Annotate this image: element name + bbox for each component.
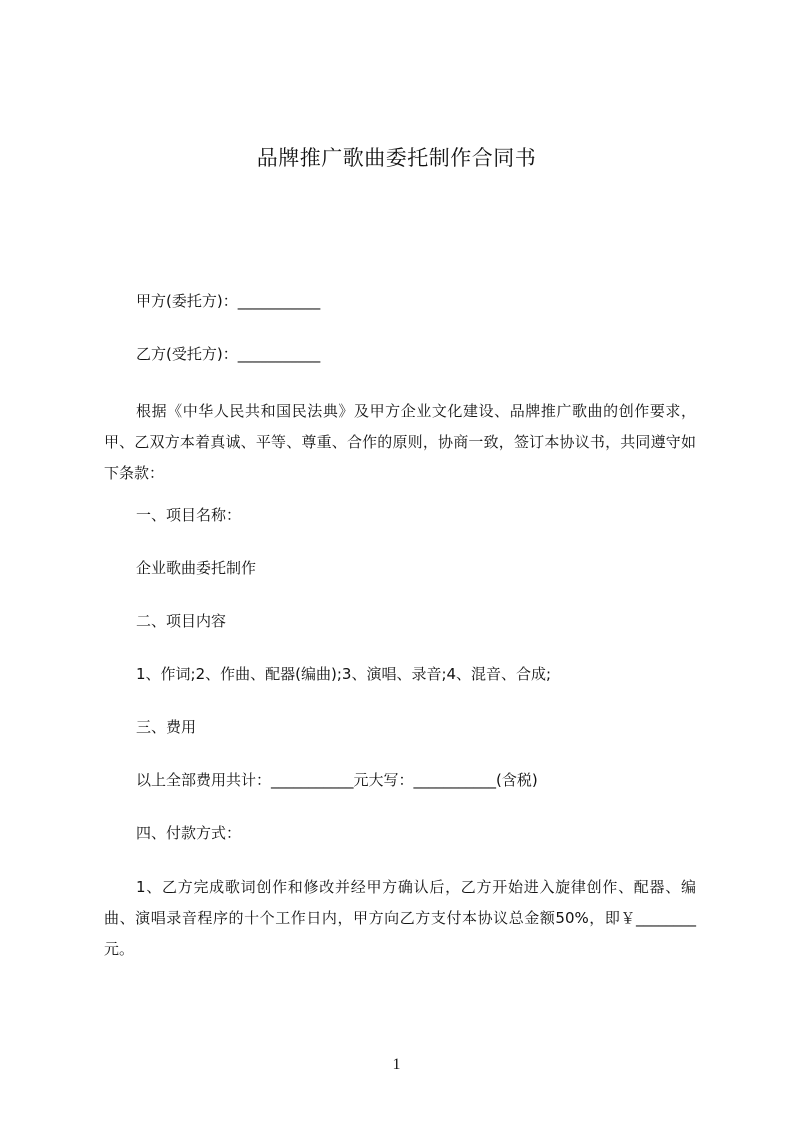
section4-heading: 四、付款方式： [136,824,242,842]
preamble-paragraph: 根据《中华人民共和国民法典》及甲方企业文化建设、品牌推广歌曲的创作要求，甲、乙双方本着真诚、平等、尊重、合作的原则，协商一致，签订本协议书，共同遵守如下条款： [104,402,696,482]
party-a-line [136,291,320,311]
party-a-label: 甲方(委托方)： [136,292,238,310]
party-b-line [136,344,320,364]
party-b-blank: ___________ [237,345,321,363]
fee-middle: 元大写： [353,771,414,789]
payment-clause-1: 1、乙方完成歌词创作和修改并经甲方确认后，乙方开始进入旋律创作、配器、编曲、演唱录音程序的十个工作日内，甲方向乙方支付本协议总金额50%，即￥________元。 [104,878,696,958]
fee-uppercase-blank: ___________ [413,771,497,789]
party-b-label: 乙方(受托方)： [136,345,238,363]
fee-suffix: (含税) [496,771,538,789]
section3-heading: 三、费用 [136,718,197,736]
page-number: 1 [392,1056,401,1073]
section1-body: 企业歌曲委托制作 [136,559,257,577]
party-a-blank: ___________ [237,292,321,310]
fee-line [136,770,538,790]
section2-body: 1、作词;2、作曲、配器(编曲);3、演唱、录音;4、混音、合成; [136,665,552,683]
section1-heading: 一、项目名称： [136,506,242,524]
section2-heading: 二、项目内容 [136,612,227,630]
fee-amount-blank: ___________ [271,771,354,789]
document-title: 品牌推广歌曲委托制作合同书 [256,146,537,170]
fee-prefix: 以上全部费用共计： [136,771,272,789]
